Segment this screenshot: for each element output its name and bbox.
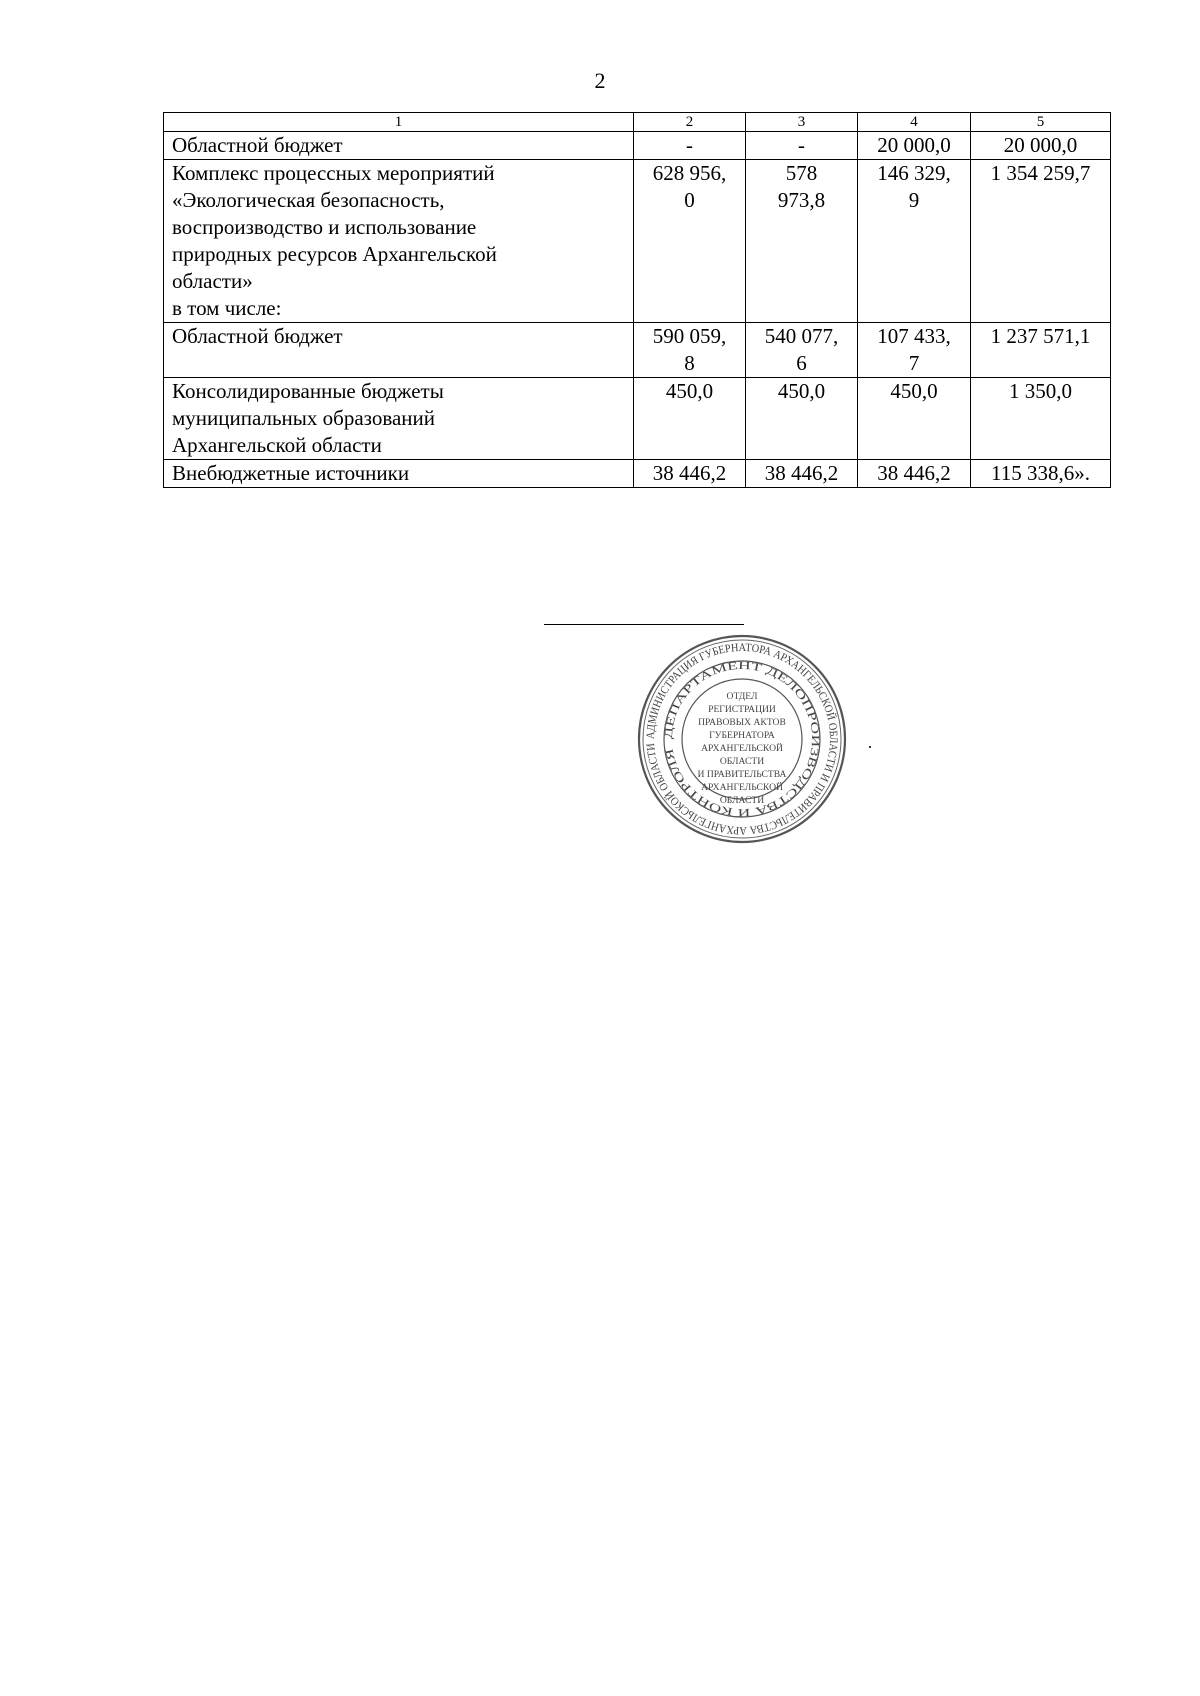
cell-line: 450,0 (890, 379, 938, 403)
column-header: 3 (746, 113, 858, 132)
signature-line (544, 624, 744, 625)
value-cell (746, 323, 858, 378)
seal-center-line: АРХАНГЕЛЬСКОЙ (701, 782, 783, 793)
value-cell (971, 323, 1111, 378)
value-cell (858, 460, 971, 488)
cell-line: 0 (684, 188, 695, 212)
cell-line: 20 000,0 (877, 133, 951, 157)
table-row (164, 323, 1111, 378)
seal-inner-textpath: ДЕПАРТАМЕНТ ДЕЛОПРОИЗВОДСТВА И КОНТРОЛЯ (662, 659, 822, 819)
row-name-cell (164, 160, 634, 323)
table-row (164, 378, 1111, 460)
value-cell (858, 378, 971, 460)
cell-line: природных ресурсов Архангельской (172, 242, 497, 266)
column-header: 2 (634, 113, 746, 132)
cell-line: Комплекс процессных мероприятий (172, 161, 495, 185)
seal-center-line: ОТДЕЛ (726, 691, 758, 702)
cell-line: 540 077, (764, 324, 839, 348)
cell-line: 107 433, (877, 324, 951, 348)
seal-center-line: И ПРАВИТЕЛЬСТВА (697, 769, 787, 780)
table-row (164, 132, 1111, 160)
budget-table (163, 112, 1111, 488)
cell-line: 7 (908, 351, 920, 375)
value-cell (971, 460, 1111, 488)
table-row (164, 160, 1111, 323)
value-cell (634, 460, 746, 488)
row-name-cell (164, 460, 634, 488)
value-cell (746, 460, 858, 488)
cell-line: 115 338,6». (991, 461, 1090, 485)
cell-line: 6 (796, 351, 807, 375)
scan-speck (869, 746, 871, 748)
cell-line: 628 956, (652, 161, 727, 185)
value-cell (858, 160, 971, 323)
cell-line: 1 350,0 (1009, 379, 1072, 403)
seal-center-line: ПРАВОВЫХ АКТОВ (698, 717, 786, 728)
table-header-row (164, 113, 1111, 132)
page-number: 2 (594, 68, 606, 93)
seal-center-line: ГУБЕРНАТОРА (709, 730, 775, 741)
cell-line: 973,8 (777, 188, 826, 212)
column-header: 4 (858, 113, 971, 132)
cell-line: Архангельской области (172, 433, 382, 457)
seal-center-line: РЕГИСТРАЦИИ (708, 704, 776, 715)
cell-line: Консолидированные бюджеты (172, 379, 444, 403)
column-header: 5 (971, 113, 1111, 132)
cell-line: - (686, 133, 693, 157)
cell-line: муниципальных образований (172, 406, 435, 430)
row-name-cell (164, 323, 634, 378)
row-name-cell (164, 378, 634, 460)
cell-line: 38 446,2 (652, 461, 727, 485)
value-cell (971, 132, 1111, 160)
cell-line: 578 (785, 161, 818, 185)
cell-line: 1 237 571,1 (990, 324, 1091, 348)
seal-center-line: ОБЛАСТИ (719, 756, 765, 767)
value-cell (971, 378, 1111, 460)
row-name-cell (164, 132, 634, 160)
cell-line: - (798, 133, 805, 157)
value-cell (634, 378, 746, 460)
cell-line: 8 (684, 351, 695, 375)
cell-line: воспроизводство и использование (172, 215, 477, 239)
value-cell (634, 160, 746, 323)
cell-line: области» (172, 269, 253, 293)
value-cell (746, 132, 858, 160)
value-cell (634, 323, 746, 378)
value-cell (971, 160, 1111, 323)
cell-line: 9 (908, 188, 920, 212)
table-row (164, 460, 1111, 488)
column-header: 1 (164, 113, 634, 132)
cell-line: «Экологическая безопасность, (172, 188, 445, 212)
official-seal (636, 633, 848, 845)
cell-line: 590 059, (652, 324, 727, 348)
value-cell (858, 132, 971, 160)
seal-center-line: ОБЛАСТИ (719, 795, 765, 806)
cell-line: 146 329, (877, 161, 951, 185)
value-cell (746, 160, 858, 323)
value-cell (746, 378, 858, 460)
cell-line: 450,0 (665, 379, 714, 403)
seal-center-line: АРХАНГЕЛЬСКОЙ (701, 743, 783, 754)
cell-line: Внебюджетные источники (172, 461, 410, 485)
cell-line: 38 446,2 (764, 461, 839, 485)
cell-line: 450,0 (777, 379, 826, 403)
cell-line: в том числе: (172, 296, 282, 320)
cell-line: 1 354 259,7 (990, 161, 1091, 185)
seal-outer-textpath: АДМИНИСТРАЦИЯ ГУБЕРНАТОРА АРХАНГЕЛЬСКОЙ ОБЛАСТИ И ПРАВИТЕЛЬСТВА АРХАНГЕЛЬСКОЙ ОБЛАСТИ (644, 641, 840, 837)
value-cell (634, 132, 746, 160)
cell-line: Областной бюджет (172, 133, 343, 157)
cell-line: Областной бюджет (172, 324, 343, 348)
cell-line: 20 000,0 (1003, 133, 1078, 157)
cell-line: 38 446,2 (877, 461, 951, 485)
value-cell (858, 323, 971, 378)
